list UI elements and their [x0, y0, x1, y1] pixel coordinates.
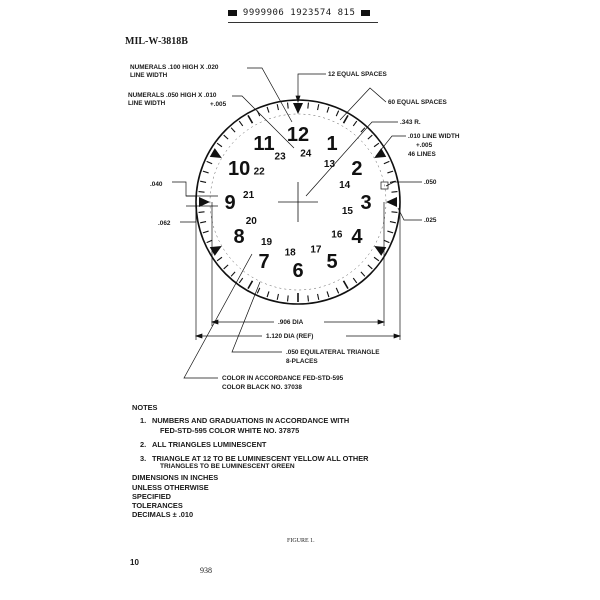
label-dim-062: .062 — [158, 220, 171, 227]
graduation-tick — [231, 272, 235, 276]
graduation-tick — [248, 115, 253, 123]
label-line-width-a: .010 LINE WIDTH — [408, 133, 460, 140]
graduation-tick — [318, 104, 319, 110]
graduation-tick — [267, 291, 269, 297]
hour24-numeral-24: 24 — [300, 148, 312, 160]
arrow-1120-left — [196, 334, 202, 338]
leader-numerals-100 — [247, 68, 292, 122]
graduation-tick — [248, 281, 253, 289]
note-1-number: 1. — [140, 416, 147, 426]
graduation-tick — [288, 295, 289, 301]
graduation-tick — [390, 222, 396, 223]
page-number: 10 — [130, 558, 139, 567]
graduation-tick — [277, 294, 278, 300]
note-3-line-b: TRIANGLES TO BE LUMINESCENT GREEN — [160, 463, 295, 471]
label-dia-906: .906 DIA — [278, 319, 304, 326]
label-line-width-c: 46 LINES — [408, 151, 436, 158]
graduation-tick — [217, 143, 222, 147]
hour-numeral-10: 10 — [227, 158, 251, 180]
graduation-tick — [200, 181, 206, 182]
dim-note-5: DECIMALS ± .010 — [132, 510, 194, 520]
doc-number: 9999906 1923574 815 — [242, 8, 356, 18]
hour-numeral-8: 8 — [233, 226, 245, 248]
graduation-tick — [267, 107, 269, 113]
graduation-tick — [239, 121, 243, 126]
callout-labels — [128, 64, 460, 391]
graduation-tick — [327, 291, 329, 297]
label-triangle-b: 8-PLACES — [286, 358, 318, 365]
graduation-tick — [199, 212, 205, 213]
luminescent-triangle — [374, 148, 386, 158]
hour24-numeral-19: 19 — [260, 236, 273, 248]
dim-note-3: SPECIFIED — [132, 491, 172, 501]
label-60-equal: 60 EQUAL SPACES — [388, 99, 447, 106]
graduation-tick — [224, 265, 228, 269]
hour24-numeral-18: 18 — [284, 247, 296, 259]
hour-numeral-11: 11 — [253, 133, 275, 156]
graduation-tick — [318, 294, 319, 300]
graduation-tick — [344, 281, 349, 289]
label-numerals-050-c: +.005 — [210, 101, 227, 108]
note-1 — [140, 416, 369, 435]
label-numerals-050-a: NUMERALS .050 HIGH X .010 — [128, 92, 217, 99]
note-1-line-b: FED-STD-595 COLOR WHITE NO. 37875 — [160, 425, 300, 435]
hour24-numeral-23: 23 — [274, 151, 286, 163]
leader-60-equal — [340, 88, 386, 120]
graduation-tick — [308, 103, 309, 109]
dial-face — [196, 100, 400, 304]
label-dim-025: .025 — [424, 217, 437, 224]
graduation-tick — [308, 295, 309, 301]
luminescent-triangle — [374, 246, 386, 256]
luminescent-triangle — [386, 197, 397, 207]
hour-numeral-3: 3 — [360, 192, 372, 214]
graduation-tick — [200, 222, 206, 223]
luminescent-triangle — [210, 148, 222, 158]
label-12-equal: 12 EQUAL SPACES — [328, 71, 387, 78]
leader-dim-062 — [180, 206, 196, 222]
hour-numeral-5: 5 — [326, 250, 338, 273]
note-2 — [140, 440, 369, 449]
hour24-numeral-22: 22 — [253, 166, 265, 178]
arrow-1120-right — [394, 334, 400, 338]
graduation-tick — [384, 161, 389, 163]
dim-note-4: TOLERANCES — [132, 501, 183, 511]
graduation-tick — [374, 143, 379, 147]
graduation-tick — [327, 107, 329, 113]
luminescent-triangle — [293, 103, 303, 114]
notes-heading: NOTES — [132, 403, 158, 412]
graduation-tick — [361, 128, 365, 132]
hour24-numeral-15: 15 — [341, 205, 353, 217]
hour24-numeral-21: 21 — [243, 190, 255, 202]
page-stamp: 938 — [200, 566, 212, 575]
note-2-number: 2. — [140, 439, 147, 449]
graduation-tick — [368, 135, 372, 139]
label-line-width-b: +.005 — [416, 142, 433, 149]
note-3-number: 3. — [140, 454, 147, 463]
leader-color — [184, 254, 252, 378]
graduation-tick — [344, 115, 349, 123]
graduation-tick — [391, 192, 397, 193]
hour24-numeral-16: 16 — [331, 229, 343, 241]
hour-numeral-7: 7 — [258, 250, 270, 273]
hour-numeral-9: 9 — [224, 192, 236, 214]
luminescent-triangle — [199, 197, 210, 207]
graduation-tick — [231, 128, 235, 132]
graduation-tick — [387, 231, 393, 233]
graduation-tick — [224, 135, 228, 139]
graduation-tick — [217, 257, 222, 261]
hour-numeral-4: 4 — [351, 226, 363, 248]
label-radius: .343 R. — [400, 119, 421, 126]
hour24-numeral-13: 13 — [323, 159, 336, 171]
label-triangle-a: .050 EQUILATERAL TRIANGLE — [286, 349, 380, 356]
luminescent-triangle — [210, 246, 222, 256]
hour24-numeral-14: 14 — [339, 180, 351, 192]
leader-lines — [172, 68, 422, 378]
graduation-tick — [207, 161, 212, 163]
hour24-numeral-20: 20 — [245, 215, 257, 227]
graduation-tick — [203, 231, 209, 233]
label-color-b: COLOR BLACK NO. 37038 — [222, 384, 302, 391]
graduation-tick — [336, 111, 338, 116]
label-dia-1120: 1.120 DIA (REF) — [266, 333, 314, 340]
notes-block — [132, 403, 369, 520]
graduation-tick — [387, 171, 393, 173]
hour-numeral-12: 12 — [286, 124, 310, 146]
arrow-12-equal — [296, 96, 300, 102]
note-3 — [140, 454, 369, 471]
hour-numeral-1: 1 — [326, 133, 338, 156]
hour-numeral-2: 2 — [351, 158, 363, 180]
graduation-tick — [391, 212, 397, 213]
spec-number: MIL-W-3818B — [125, 36, 188, 47]
leader-dim-040 — [172, 182, 196, 196]
graduation-tick — [361, 272, 365, 276]
graduation-tick — [239, 278, 243, 283]
leader-dim-025 — [398, 208, 422, 220]
label-dim-040: .040 — [150, 181, 163, 188]
graduation-tick — [207, 240, 212, 242]
graduation-tick — [353, 278, 357, 283]
graduation-tick — [288, 103, 289, 109]
dim-note-2: UNLESS OTHERWISE — [132, 482, 209, 492]
graduation-tick — [353, 121, 357, 126]
label-color-a: COLOR IN ACCORDANCE FED-STD-595 — [222, 375, 344, 382]
label-numerals-050-b: LINE WIDTH — [128, 100, 166, 107]
leader-12-equal — [298, 74, 326, 100]
graduation-tick — [374, 257, 379, 261]
graduation-tick — [368, 265, 372, 269]
hour24-numeral-17: 17 — [310, 244, 322, 256]
leader-triangle — [232, 282, 282, 352]
note-2-text: ALL TRIANGLES LUMINESCENT — [152, 439, 267, 449]
graduation-tick — [384, 240, 389, 242]
label-numerals-100-a: NUMERALS .100 HIGH X .020 — [130, 64, 219, 71]
figure-caption: FIGURE 1. — [287, 538, 315, 544]
graduation-tick — [277, 104, 278, 110]
hour-numeral-6: 6 — [292, 260, 304, 282]
dimension-notes — [132, 473, 369, 519]
label-numerals-100-b: LINE WIDTH — [130, 72, 168, 79]
dim-note-1: DIMENSIONS IN INCHES — [132, 473, 219, 483]
note-1-line-a: NUMBERS AND GRADUATIONS IN ACCORDANCE WITH — [152, 416, 350, 426]
arrow-906-right — [378, 320, 384, 324]
note-3-line-a: TRIANGLE AT 12 TO BE LUMINESCENT YELLOW ALL OTHER — [152, 454, 369, 463]
graduation-tick — [203, 171, 209, 173]
label-dim-050: .050 — [424, 179, 437, 186]
graduation-tick — [199, 192, 205, 193]
graduation-tick — [336, 288, 338, 293]
